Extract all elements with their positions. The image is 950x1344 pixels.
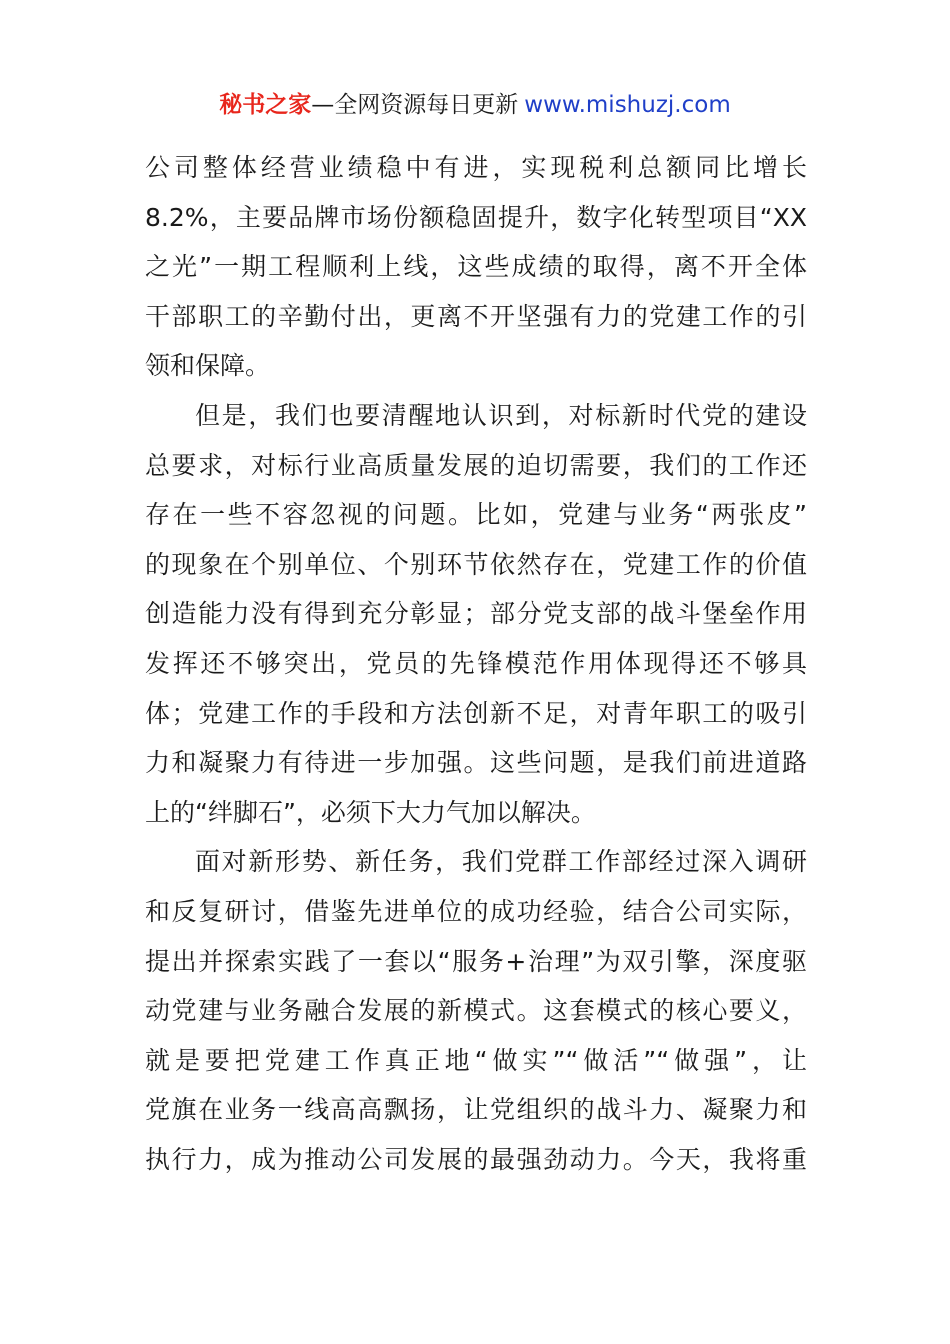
brand-name: 秘书之家	[219, 92, 312, 118]
text-line: 动党建与业务融合发展的新模式。这套模式的核心要义，	[145, 996, 807, 1026]
text-line: 党旗在业务一线高高飘扬，让党组织的战斗力、凝聚力和	[145, 1095, 807, 1125]
text-line: 8.2%，主要品牌市场份额稳固提升，数字化转型项目“XX	[145, 202, 807, 232]
text-line: 的现象在个别单位、个别环节依然存在，党建工作的价值	[145, 549, 807, 579]
text-line: 之光”一期工程顺利上线，这些成绩的取得，离不开全体	[145, 252, 807, 282]
text-line: 上的“绊脚石”，必须下大力气加以解决。	[145, 797, 596, 827]
text-line: 公司整体经营业绩稳中有进，实现税利总额同比增长	[145, 153, 807, 182]
text-line: 提出并探索实践了一套以“服务+治理”为双引擎，深度驱	[145, 946, 807, 976]
header-tagline: 全网资源每日更新	[334, 92, 519, 118]
text-line: 体；党建工作的手段和方法创新不足，对青年职工的吸引	[145, 698, 807, 728]
text-line: 总要求，对标行业高质量发展的迫切需要，我们的工作还	[145, 450, 807, 480]
document-body	[145, 143, 807, 1184]
text-line: 执行力，成为推动公司发展的最强劲动力。今天，我将重	[145, 1144, 807, 1174]
site-url-link[interactable]: www.mishuzj.com	[524, 92, 731, 118]
text-line: 发挥还不够突出，党员的先锋模范作用体现得还不够具	[145, 648, 807, 678]
text-line: 和反复研讨，借鉴先进单位的成功经验，结合公司实际，	[145, 896, 807, 926]
text-line: 就是要把党建工作真正地“做实”“做活”“做强”，让	[145, 1045, 807, 1075]
text-line: 力和凝聚力有待进一步加强。这些问题，是我们前进道路	[145, 748, 807, 778]
site-header	[0, 86, 950, 124]
text-line: 但是，我们也要清醒地认识到，对标新时代党的建设	[195, 400, 807, 430]
text-line: 干部职工的辛勤付出，更离不开坚强有力的党建工作的引	[145, 301, 807, 331]
header-separator: —	[311, 92, 335, 118]
text-line: 领和保障。	[145, 351, 271, 381]
text-line: 存在一些不容忽视的问题。比如，党建与业务“两张皮”	[145, 500, 807, 530]
text-line: 面对新形势、新任务，我们党群工作部经过深入调研	[195, 847, 807, 877]
text-line: 创造能力没有得到充分彰显；部分党支部的战斗堡垒作用	[145, 599, 807, 629]
